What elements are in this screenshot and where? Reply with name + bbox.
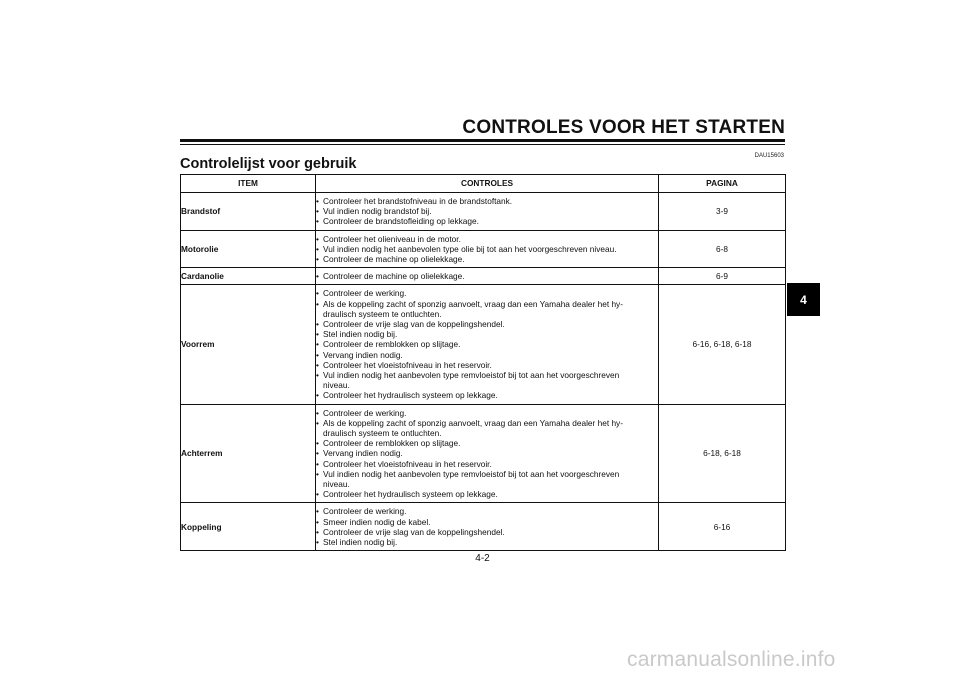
controles-cell — [316, 503, 659, 551]
check-item: • Controleer het olieniveau in de motor. — [316, 234, 658, 244]
table-body — [181, 193, 786, 551]
check-item: • Controleer de vrije slag van de koppelingshendel. — [316, 527, 658, 537]
column-header-item: ITEM — [181, 175, 316, 193]
check-item: • Controleer het vloeistofniveau in het reservoir. — [316, 459, 658, 469]
watermark-text: carmanualsonline.info — [627, 648, 836, 671]
header-rule-thick — [180, 139, 785, 142]
table-row — [181, 404, 786, 503]
check-item: • Vul indien nodig het aanbevolen type remvloeistof bij tot aan het voorgeschreven niveau. — [316, 370, 658, 390]
check-item: • Smeer indien nodig de kabel. — [316, 517, 658, 527]
check-item: • Vervang indien nodig. — [316, 350, 658, 360]
controles-cell — [316, 193, 659, 231]
pagina-reference: 3-9 — [659, 193, 786, 231]
check-item: • Stel indien nodig bij. — [316, 537, 658, 547]
check-list — [316, 408, 658, 500]
pagina-reference: 6-16, 6-18, 6-18 — [659, 285, 786, 404]
table-header-row — [181, 175, 786, 193]
section-title: Controlelijst voor gebruik — [180, 156, 357, 172]
check-item: • Controleer de werking. — [316, 408, 658, 418]
check-item: • Controleer de machine op olielekkage. — [316, 254, 658, 264]
check-list — [316, 234, 658, 265]
item-name: Voorrem — [181, 285, 316, 404]
controles-cell — [316, 268, 659, 285]
check-item: • Controleer de remblokken op slijtage. — [316, 339, 658, 349]
check-item: • Vul indien nodig het aanbevolen type olie bij tot aan het voorgeschreven niveau. — [316, 244, 658, 254]
check-item: • Controleer het hydraulisch systeem op lekkage. — [316, 489, 658, 499]
controles-cell — [316, 285, 659, 404]
item-name: Motorolie — [181, 230, 316, 268]
page-number: 4-2 — [475, 553, 490, 564]
chapter-tab: 4 — [787, 283, 820, 316]
table-row — [181, 285, 786, 404]
check-item: • Controleer het hydraulisch systeem op lekkage. — [316, 390, 658, 400]
check-list — [316, 271, 658, 281]
header-rule-thin — [180, 144, 785, 145]
check-list — [316, 506, 658, 547]
column-header-pagina: PAGINA — [659, 175, 786, 193]
check-item: • Vervang indien nodig. — [316, 448, 658, 458]
controles-cell — [316, 404, 659, 503]
check-list — [316, 196, 658, 227]
check-item: • Als de koppeling zacht of sponzig aanvoelt, vraag dan een Yamaha dealer het hy- draulisch systeem te ontluchten. — [316, 299, 658, 319]
item-name: Cardanolie — [181, 268, 316, 285]
table-row — [181, 193, 786, 231]
table-row — [181, 268, 786, 285]
check-item: • Controleer de werking. — [316, 288, 658, 298]
pagina-reference: 6-18, 6-18 — [659, 404, 786, 503]
check-item: • Als de koppeling zacht of sponzig aanvoelt, vraag dan een Yamaha dealer het hy- draulisch systeem te ontluchten. — [316, 418, 658, 438]
column-header-controles: CONTROLES — [316, 175, 659, 193]
document-code: DAU15603 — [754, 153, 784, 159]
table-row — [181, 230, 786, 268]
check-item: • Stel indien nodig bij. — [316, 329, 658, 339]
check-item: • Controleer het vloeistofniveau in het reservoir. — [316, 360, 658, 370]
item-name: Achterrem — [181, 404, 316, 503]
page-header-title: CONTROLES VOOR HET STARTEN — [462, 117, 785, 138]
table-row — [181, 503, 786, 551]
check-item: • Controleer de machine op olielekkage. — [316, 271, 658, 281]
check-item: • Controleer de werking. — [316, 506, 658, 516]
checklist-table — [180, 174, 786, 551]
check-item: • Vul indien nodig het aanbevolen type remvloeistof bij tot aan het voorgeschreven niveau. — [316, 469, 658, 489]
pagina-reference: 6-9 — [659, 268, 786, 285]
pagina-reference: 6-8 — [659, 230, 786, 268]
item-name: Brandstof — [181, 193, 316, 231]
item-name: Koppeling — [181, 503, 316, 551]
check-item: • Vul indien nodig brandstof bij. — [316, 206, 658, 216]
check-list — [316, 288, 658, 400]
check-item: • Controleer de brandstofleiding op lekkage. — [316, 216, 658, 226]
check-item: • Controleer de remblokken op slijtage. — [316, 438, 658, 448]
check-item: • Controleer de vrije slag van de koppelingshendel. — [316, 319, 658, 329]
check-item: • Controleer het brandstofniveau in de brandstoftank. — [316, 196, 658, 206]
pagina-reference: 6-16 — [659, 503, 786, 551]
controles-cell — [316, 230, 659, 268]
